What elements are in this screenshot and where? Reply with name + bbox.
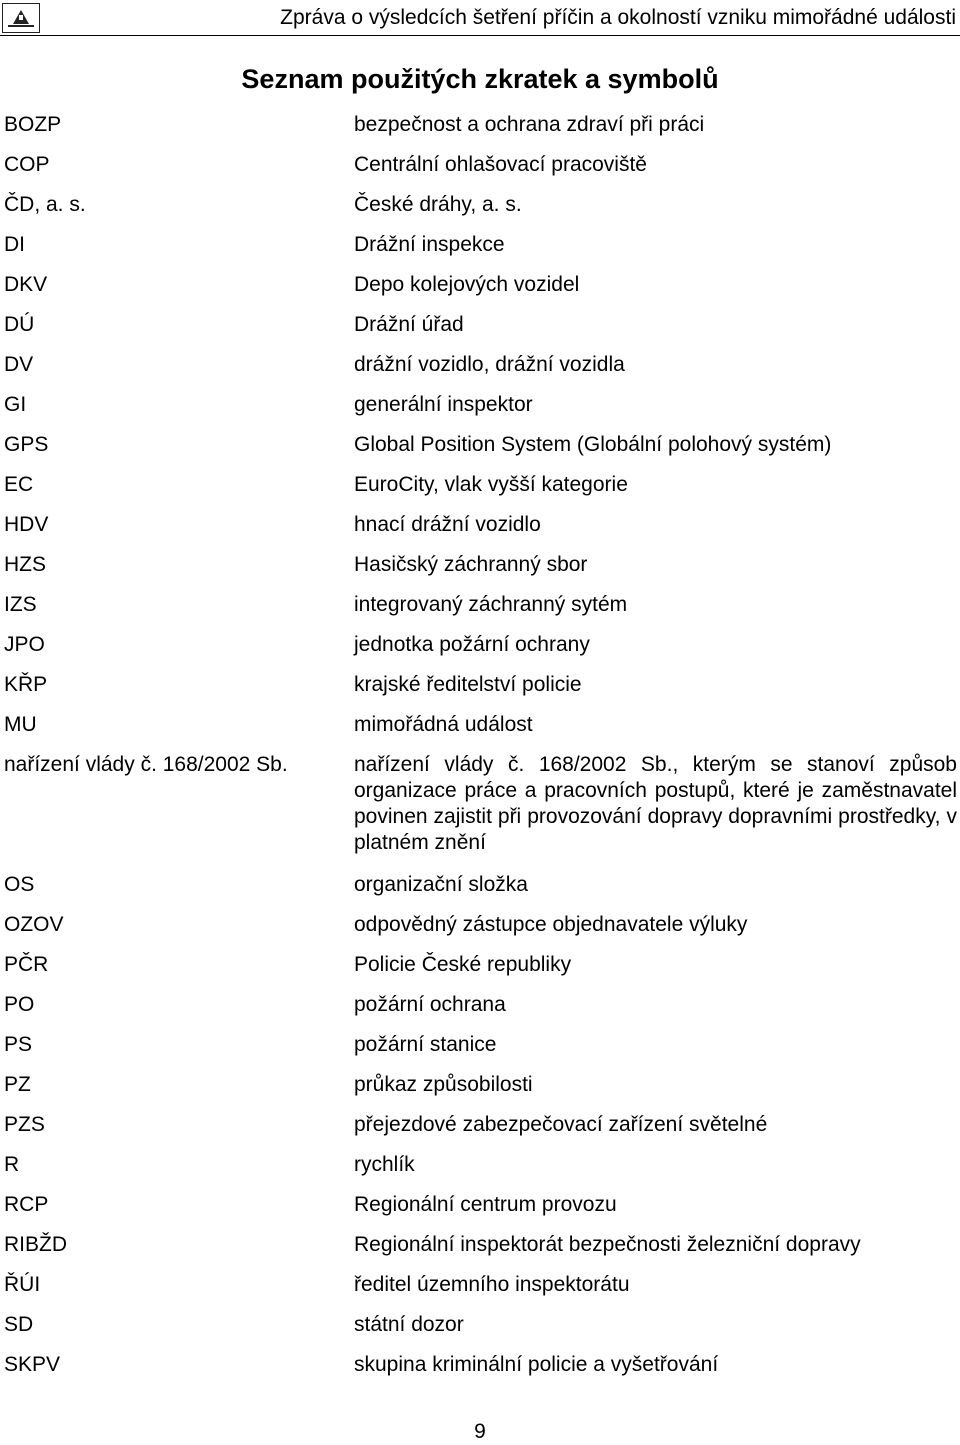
abbreviation: DÚ: [4, 313, 35, 336]
definition: integrovaný záchranný sytém: [354, 593, 628, 616]
document-header-title: Zpráva o výsledcích šetření příčin a okolností vzniku mimořádné události: [280, 6, 956, 29]
list-item: [0, 392, 960, 432]
list-item: [0, 1352, 960, 1392]
abbreviation: PZ: [4, 1073, 31, 1096]
definition: rychlík: [354, 1153, 415, 1176]
definition: Centrální ohlašovací pracoviště: [354, 153, 647, 176]
abbreviation: PS: [4, 1033, 33, 1056]
abbreviation: RIBŽD: [4, 1233, 67, 1256]
abbreviation: PZS: [4, 1113, 45, 1136]
list-item: [0, 312, 960, 352]
list-item: [0, 1032, 960, 1072]
abbreviation: MU: [4, 713, 37, 736]
list-item: [0, 712, 960, 752]
abbreviation: JPO: [4, 633, 45, 656]
abbreviation: HZS: [4, 553, 46, 576]
abbreviation: GPS: [4, 433, 49, 456]
list-item: [0, 352, 960, 392]
list-item: [0, 112, 960, 152]
definition: jednotka požární ochrany: [354, 633, 590, 656]
abbreviation: SKPV: [4, 1353, 61, 1376]
definition: Hasičský záchranný sbor: [354, 553, 588, 576]
definition: generální inspektor: [354, 393, 533, 416]
list-item: [0, 752, 960, 872]
abbreviation: RCP: [4, 1193, 49, 1216]
abbreviation: OZOV: [4, 913, 64, 936]
abbreviation: PO: [4, 993, 35, 1016]
drazni-inspekce-logo: [2, 3, 40, 33]
definition: hnací drážní vozidlo: [354, 513, 541, 536]
definition: Drážní inspekce: [354, 233, 505, 256]
abbreviation: PČR: [4, 953, 49, 976]
list-item: [0, 1232, 960, 1272]
definition: organizační složka: [354, 873, 528, 896]
page-title: Seznam použitých zkratek a symbolů: [241, 64, 719, 94]
abbreviation: SD: [4, 1313, 34, 1336]
abbreviation: ŘÚI: [4, 1273, 41, 1296]
list-item: [0, 1312, 960, 1352]
abbreviation: KŘP: [4, 673, 48, 696]
abbreviation: OS: [4, 873, 35, 896]
list-item: [0, 1192, 960, 1232]
list-item: [0, 552, 960, 592]
definition: Depo kolejových vozidel: [354, 273, 580, 296]
list-item: [0, 232, 960, 272]
abbreviation: GI: [4, 393, 27, 416]
abbreviation: COP: [4, 153, 50, 176]
list-item: [0, 432, 960, 472]
list-item: [0, 872, 960, 912]
definition: ředitel územního inspektorátu: [354, 1273, 630, 1296]
abbreviation: DI: [4, 233, 25, 256]
list-item: [0, 272, 960, 312]
abbreviation: IZS: [4, 593, 37, 616]
definition: skupina kriminální policie a vyšetřování: [354, 1353, 719, 1376]
abbreviation: DKV: [4, 273, 48, 296]
definition: bezpečnost a ochrana zdraví při práci: [354, 113, 705, 136]
abbreviation: nařízení vlády č. 168/2002 Sb.: [4, 753, 288, 776]
abbreviation: ČD, a. s.: [4, 193, 86, 216]
page-number: 9: [474, 1420, 486, 1443]
abbreviation: DV: [4, 353, 34, 376]
list-item: [0, 952, 960, 992]
list-item: [0, 152, 960, 192]
definition: Policie České republiky: [354, 953, 572, 976]
list-item: [0, 192, 960, 232]
list-item: [0, 912, 960, 952]
header-divider: [0, 35, 960, 36]
abbreviation: EC: [4, 473, 34, 496]
definition: přejezdové zabezpečovací zařízení světelné: [354, 1113, 768, 1136]
list-item: [0, 1272, 960, 1312]
list-item: [0, 1112, 960, 1152]
definition: Regionální inspektorát bezpečnosti železniční dopravy: [354, 1233, 861, 1256]
definition: nařízení vlády č. 168/2002 Sb., kterým se stanoví způsob organizace práce a pracovních postupů, které je zaměstnavatel povinen zajistit při provozování dopravy dopravními prostředky, v platném znění: [354, 753, 957, 854]
list-item: [0, 512, 960, 552]
definition: krajské ředitelství policie: [354, 673, 582, 696]
definition: požární stanice: [354, 1033, 497, 1056]
definition: Global Position System (Globální polohový systém): [354, 433, 832, 456]
definition: odpovědný zástupce objednavatele výluky: [354, 913, 748, 936]
abbreviation: HDV: [4, 513, 49, 536]
definition: České dráhy, a. s.: [354, 193, 522, 216]
definition: průkaz způsobilosti: [354, 1073, 533, 1096]
definition: mimořádná událost: [354, 713, 533, 736]
abbreviation: BOZP: [4, 113, 62, 136]
definition: EuroCity, vlak vyšší kategorie: [354, 473, 628, 496]
definition: státní dozor: [354, 1313, 464, 1336]
list-item: [0, 592, 960, 632]
list-item: [0, 1152, 960, 1192]
abbreviation: R: [4, 1153, 20, 1176]
list-item: [0, 632, 960, 672]
definition: Regionální centrum provozu: [354, 1193, 617, 1216]
definition: požární ochrana: [354, 993, 506, 1016]
definition: Drážní úřad: [354, 313, 464, 336]
list-item: [0, 472, 960, 512]
abbreviation-list: [0, 112, 960, 1392]
list-item: [0, 992, 960, 1032]
definition: drážní vozidlo, drážní vozidla: [354, 353, 625, 376]
list-item: [0, 1072, 960, 1112]
list-item: [0, 672, 960, 712]
